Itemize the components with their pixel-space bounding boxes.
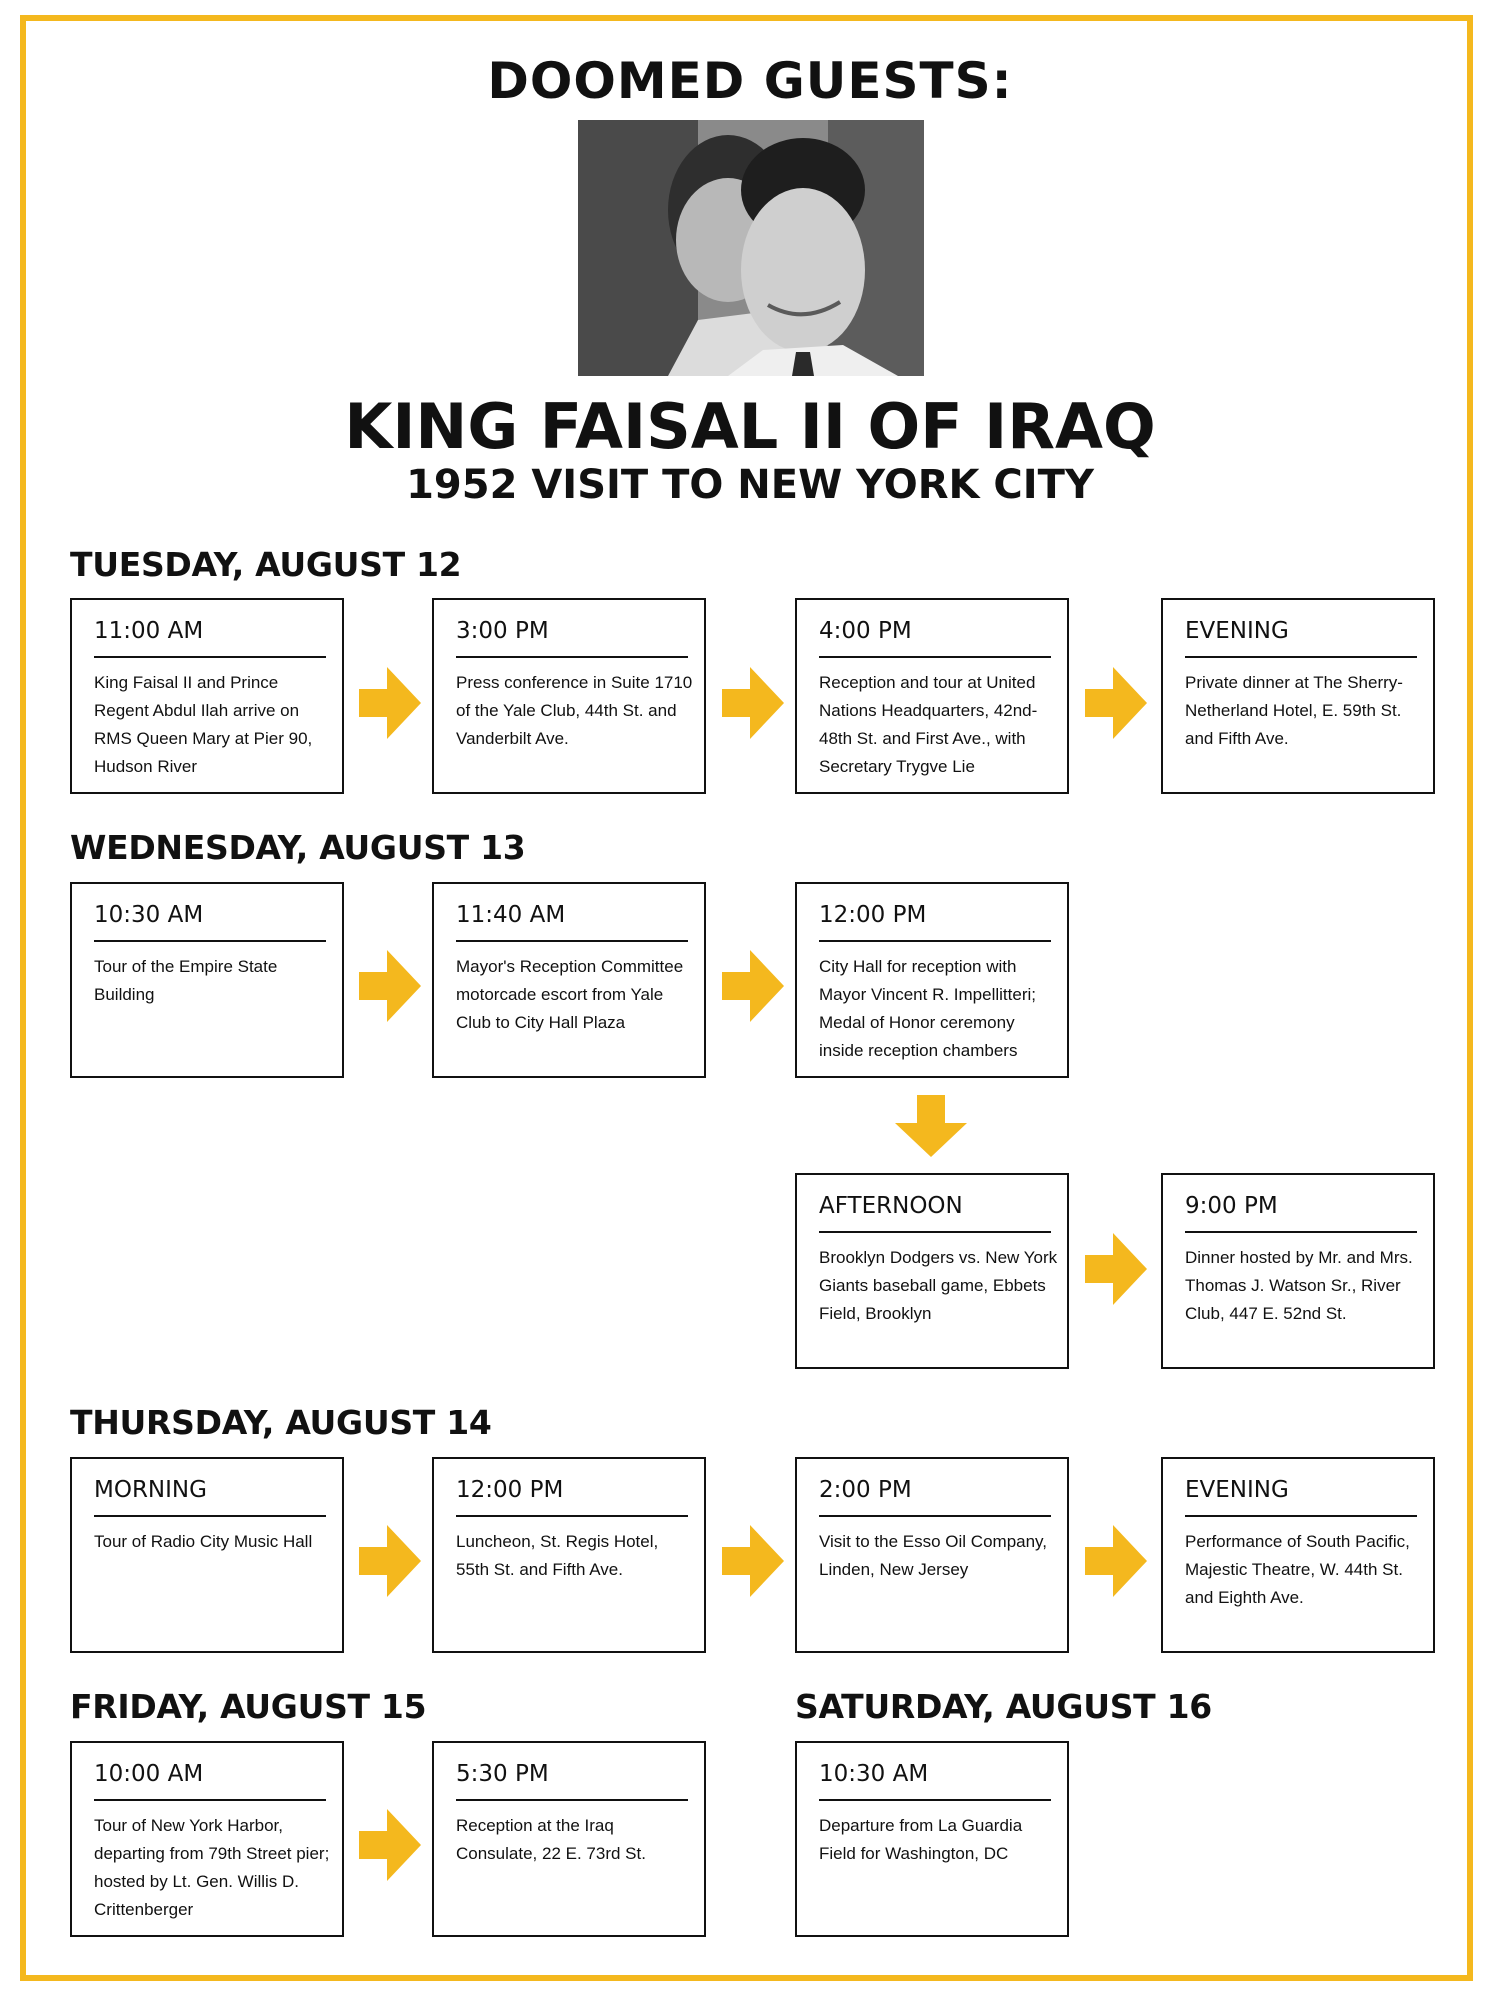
event-time: AFTERNOON [819,1191,1051,1233]
event-time: MORNING [94,1475,326,1517]
event-card [795,882,1069,1078]
event-time: 9:00 PM [1185,1191,1417,1233]
event-card [70,882,344,1078]
event-card [1161,598,1435,794]
event-card [432,882,706,1078]
day-heading-friday: FRIDAY, AUGUST 15 [70,1687,427,1726]
event-description: Brooklyn Dodgers vs. New York Giants baseball game, Ebbets Field, Brooklyn [819,1248,1058,1323]
event-card [432,1457,706,1653]
event-time: 11:40 AM [456,900,688,942]
event-card [432,598,706,794]
event-card [795,598,1069,794]
event-card [795,1741,1069,1937]
page-subtitle: 1952 VISIT TO NEW YORK CITY [406,462,1094,508]
arrow-right-icon [1085,1525,1147,1597]
event-description: Visit to the Esso Oil Company, Linden, New Jersey [819,1532,1048,1579]
event-description: Press conference in Suite 1710 of the Yale Club, 44th St. and Vanderbilt Ave. [456,673,693,748]
arrow-down-icon [895,1095,967,1157]
event-card [70,1741,344,1937]
event-description: Mayor's Reception Committee motorcade escort from Yale Club to City Hall Plaza [456,957,684,1032]
event-card [1161,1173,1435,1369]
event-time: 10:30 AM [819,1759,1051,1801]
event-description: King Faisal II and Prince Regent Abdul Ilah arrive on RMS Queen Mary at Pier 90, Hudson River [94,673,313,776]
event-time: 5:30 PM [456,1759,688,1801]
portrait-photo [578,120,924,376]
event-description: Dinner hosted by Mr. and Mrs. Thomas J. Watson Sr., River Club, 447 E. 52nd St. [1185,1248,1413,1323]
kicker-heading: DOOMED GUESTS: [487,52,1013,110]
event-time: 11:00 AM [94,616,326,658]
event-time: 10:00 AM [94,1759,326,1801]
day-heading-thursday: THURSDAY, AUGUST 14 [70,1403,492,1442]
event-description: Departure from La Guardia Field for Washington, DC [819,1816,1023,1863]
event-description: Performance of South Pacific, Majestic Theatre, W. 44th St. and Eighth Ave. [1185,1532,1410,1607]
event-description: Tour of the Empire State Building [94,957,278,1004]
event-description: Reception at the Iraq Consulate, 22 E. 73rd St. [456,1816,646,1863]
event-description: Reception and tour at United Nations Headquarters, 42nd-48th St. and First Ave., with Secretary Trygve Lie [819,673,1038,776]
arrow-right-icon [1085,1233,1147,1305]
arrow-right-icon [722,1525,784,1597]
event-card [70,1457,344,1653]
arrow-right-icon [359,1809,421,1881]
page-title: KING FAISAL II OF IRAQ [344,390,1156,463]
event-time: 3:00 PM [456,616,688,658]
event-card [795,1173,1069,1369]
arrow-right-icon [359,1525,421,1597]
arrow-right-icon [359,950,421,1022]
event-time: 12:00 PM [456,1475,688,1517]
day-heading-wednesday: WEDNESDAY, AUGUST 13 [70,828,526,867]
event-description: Luncheon, St. Regis Hotel, 55th St. and Fifth Ave. [456,1532,659,1579]
event-description: Private dinner at The Sherry-Netherland Hotel, E. 59th St. and Fifth Ave. [1185,673,1403,748]
event-description: Tour of Radio City Music Hall [94,1532,313,1551]
arrow-right-icon [722,667,784,739]
event-card [795,1457,1069,1653]
event-time: EVENING [1185,1475,1417,1517]
event-card [1161,1457,1435,1653]
event-description: Tour of New York Harbor, departing from 79th Street pier; hosted by Lt. Gen. Willis D. Crittenberger [94,1816,330,1919]
event-description: City Hall for reception with Mayor Vincent R. Impellitteri; Medal of Honor ceremony inside reception chambers [819,957,1036,1060]
event-time: EVENING [1185,616,1417,658]
portrait-illustration [578,120,924,376]
arrow-right-icon [1085,667,1147,739]
arrow-right-icon [359,667,421,739]
event-card [432,1741,706,1937]
event-time: 12:00 PM [819,900,1051,942]
event-time: 4:00 PM [819,616,1051,658]
arrow-right-icon [722,950,784,1022]
day-heading-saturday: SATURDAY, AUGUST 16 [795,1687,1212,1726]
event-time: 2:00 PM [819,1475,1051,1517]
event-card [70,598,344,794]
event-time: 10:30 AM [94,900,326,942]
day-heading-tuesday: TUESDAY, AUGUST 12 [70,545,462,584]
